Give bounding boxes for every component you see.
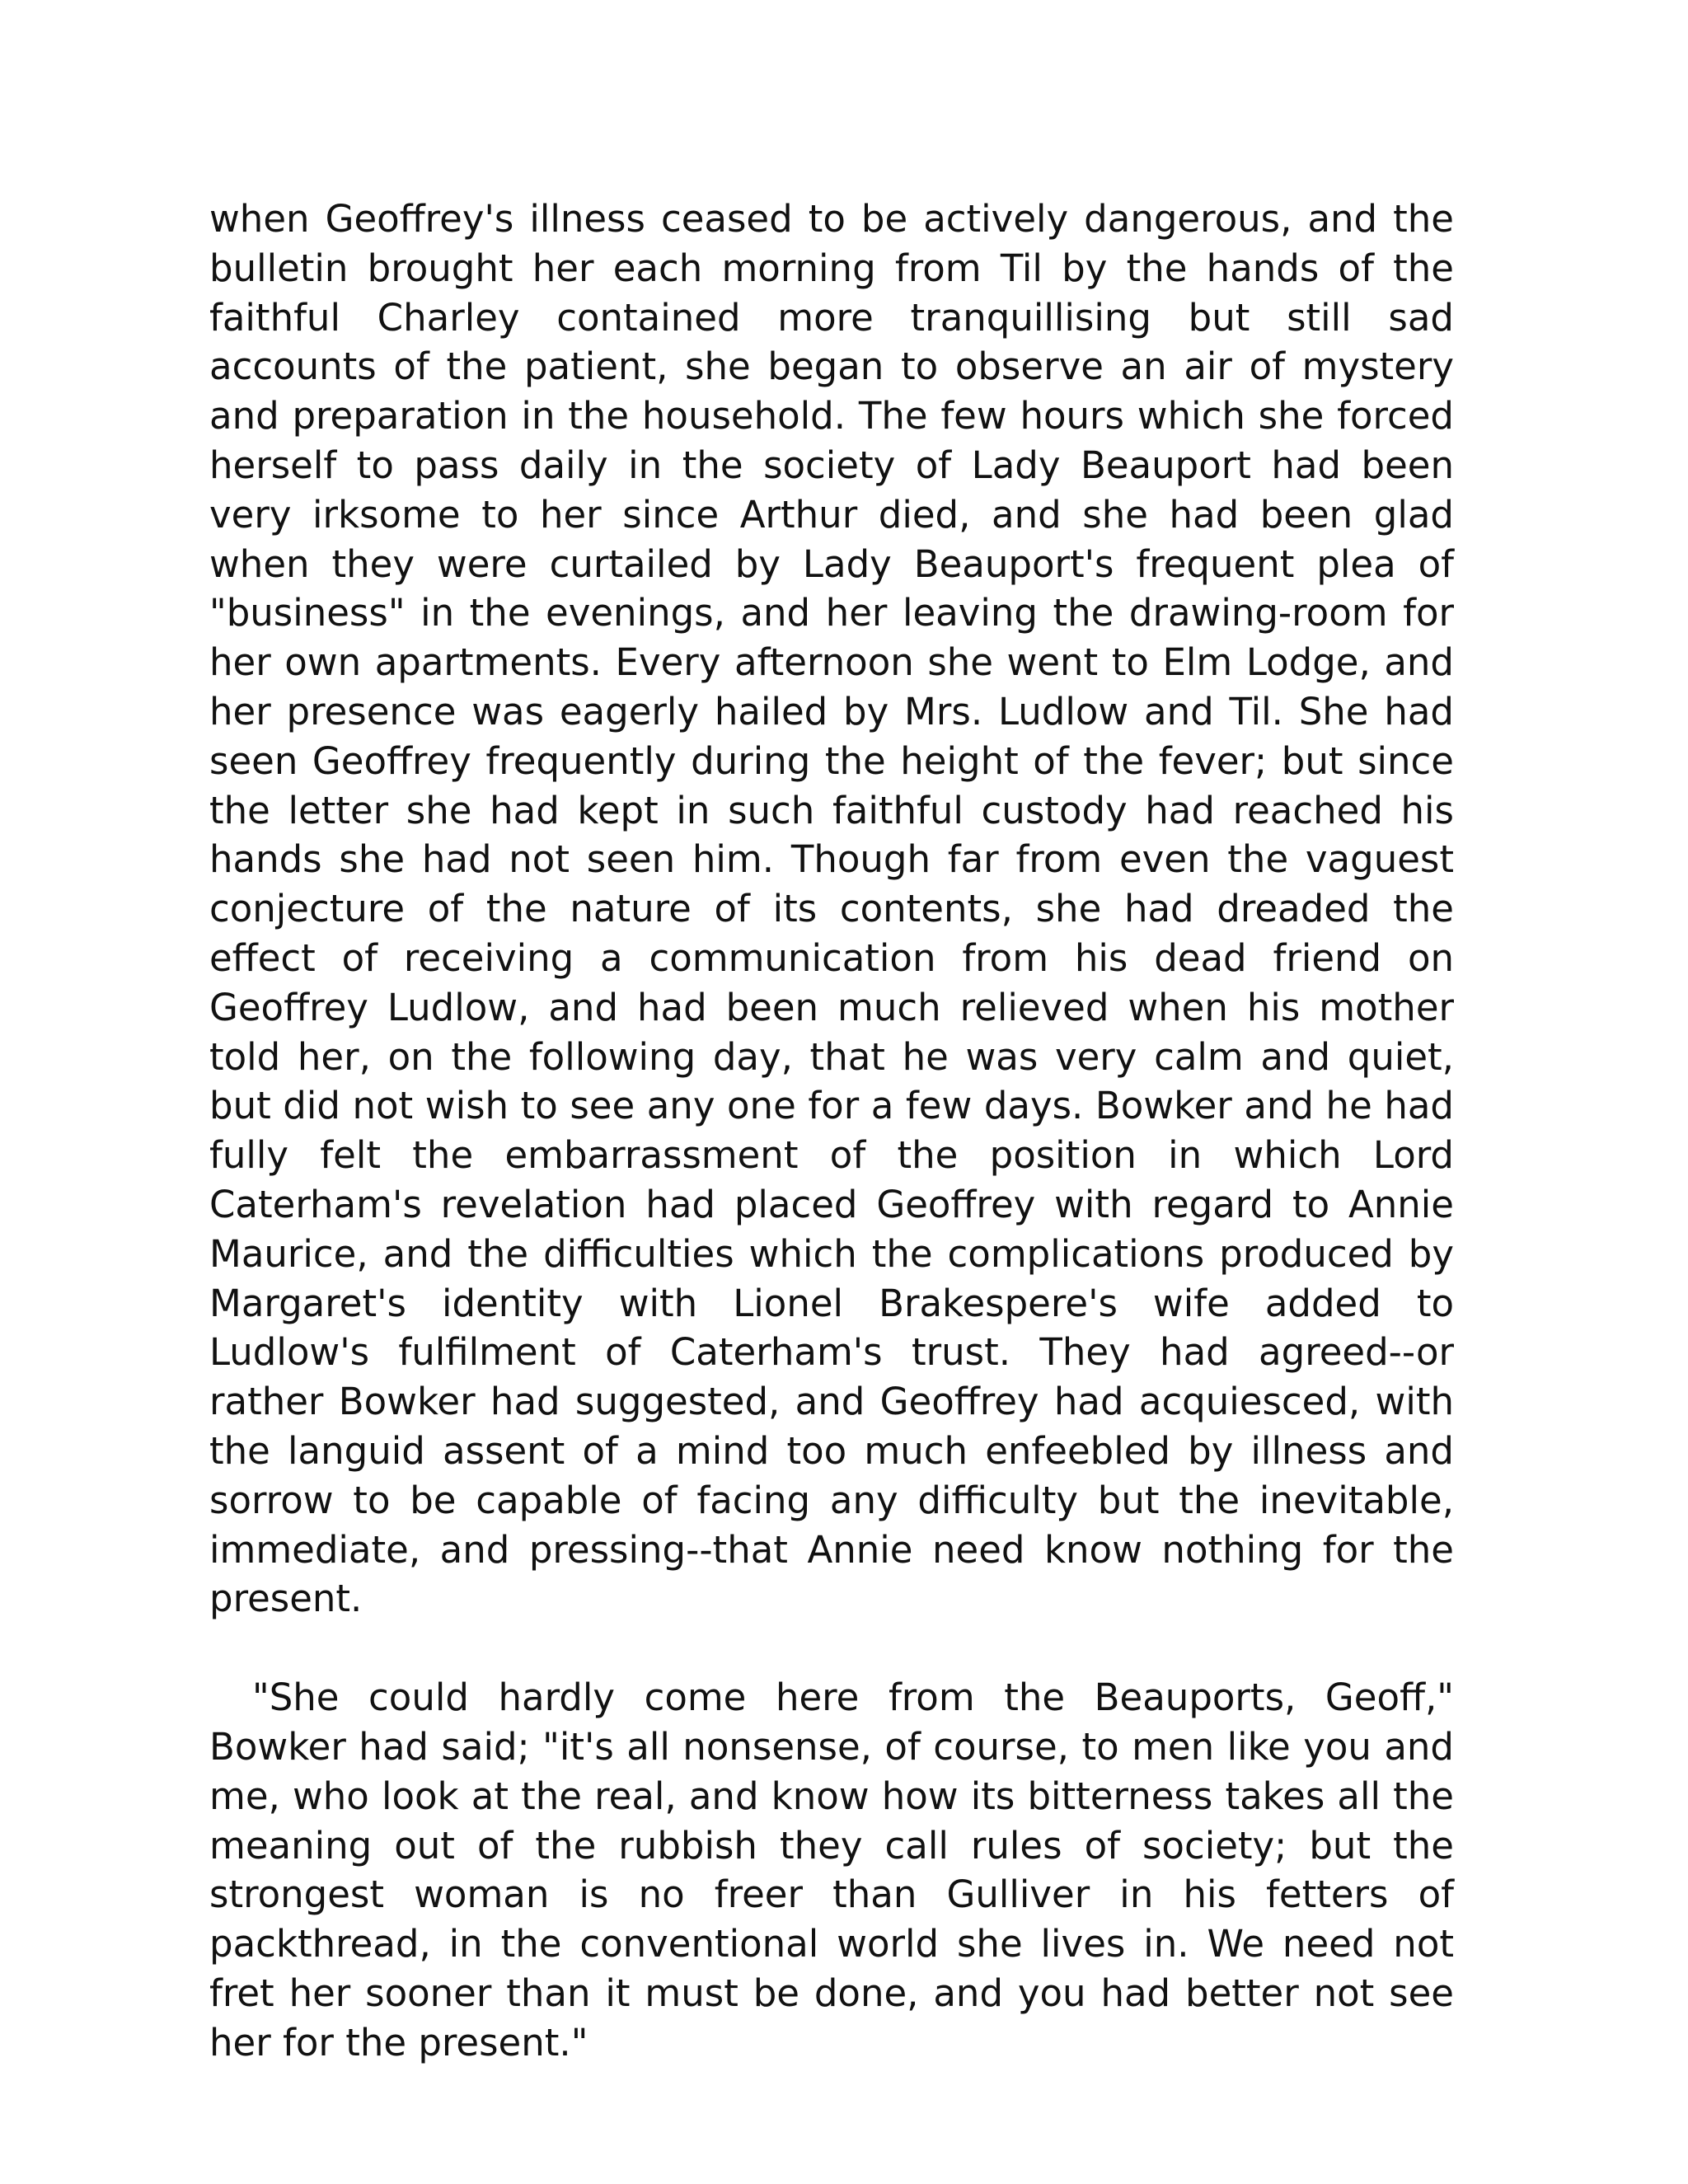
paragraph: when Geoffrey's illness ceased to be actively dangerous, and the bulletin brought her each morning from Til by the hands of the faithful Charley contained more tranquillising but still sad accounts of the patient, she began to observe an air of mystery and preparation in the household. The few hours which she forced herself to pass daily in the society of Lady Beauport had been very irksome to her since Arthur died, and she had been glad when they were curtailed by Lady Beauport's frequent plea of "business" in the evenings, and her leaving the drawing-room for her own apartments. Every afternoon she went to Elm Lodge, and her presence was eagerly hailed by Mrs. Ludlow and Til. She had seen Geoffrey frequently during the height of the fever; but since the letter she had kept in such faithful custody had reached his hands she had not seen him. Though far from even the vaguest conjecture of the nature of its contents, she had dreaded the effect of receiving a communication from his dead friend on Geoffrey Ludlow, and had been much relieved when his mother told her, on the following day, that he was very calm and quiet, but did not wish to see any one for a few days. Bowker and he had fully felt the embarrassment of the position in which Lord Caterham's revelation had placed Geoffrey with regard to Annie Maurice, and the difficulties which the complications produced by Margaret's identity with Lionel Brakespere's wife added to Ludlow's fulfilment of Caterham's trust. They had agreed--or rather Bowker had suggested, and Geoffrey had acquiesced, with the languid assent of a mind too much enfeebled by illness and sorrow to be capable of facing any difficulty but the inevitable, immediate, and pressing--that Annie need know nothing for the present.	[209, 197, 1454, 1621]
paragraph: "She could hardly come here from the Beauports, Geoff," Bowker had said; "it's all nonsense, of course, to men like you and me, who look at the real, and know how its bitterness takes all the meaning out of the rubbish they call rules of society; but the strongest woman is no freer than Gulliver in his fetters of packthread, in the conventional world she lives in. We need not fret her sooner than it must be done, and you had better not see her for the present."	[209, 1675, 1454, 2064]
page-body	[209, 194, 1454, 2067]
